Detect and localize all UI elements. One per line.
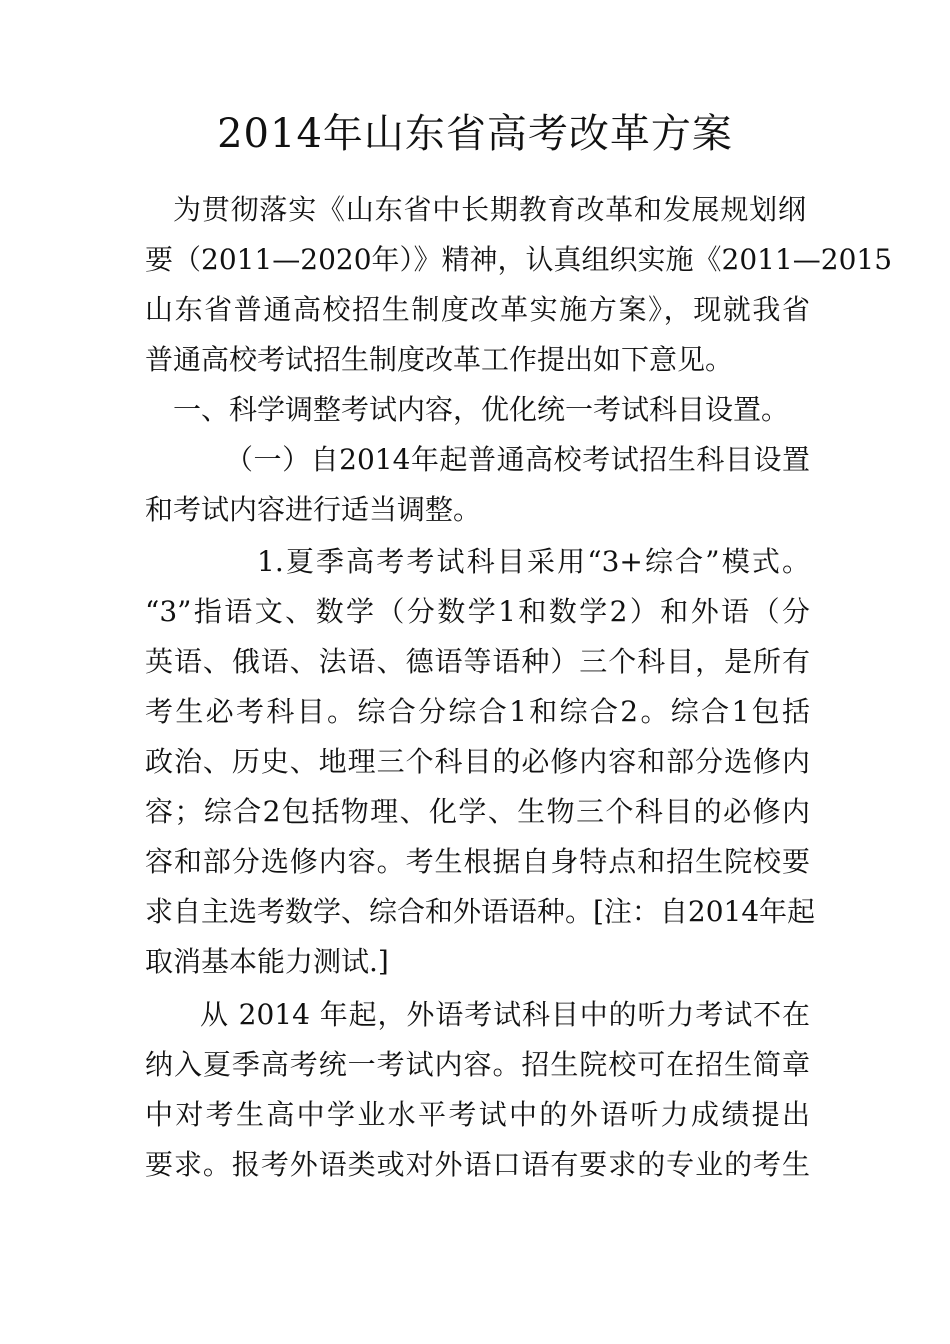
paragraph-line: 政治、历史、地理三个科目的必修内容和部分选修内 bbox=[145, 745, 810, 778]
paragraph-line: 普通高校考试招生制度改革工作提出如下意见。 bbox=[145, 343, 734, 376]
paragraph-line: 求自主选考数学、综合和外语语种。[注：自2014年起 bbox=[145, 895, 816, 928]
paragraph-line: 1.夏季高考考试科目采用“3+综合”模式。 bbox=[257, 545, 810, 578]
paragraph-line: 纳入夏季高考统一考试内容。招生院校可在招生简章 bbox=[145, 1048, 810, 1081]
paragraph-line: 为贯彻落实《山东省中长期教育改革和发展规划纲 bbox=[173, 193, 806, 226]
paragraph-line: 和考试内容进行适当调整。 bbox=[145, 493, 482, 526]
paragraph-line: 山东省普通高校招生制度改革实施方案》，现就我省 bbox=[145, 293, 810, 326]
paragraph-line: 英语、俄语、法语、德语等语种）三个科目，是所有 bbox=[145, 645, 810, 678]
paragraph-line: 中对考生高中学业水平考试中的外语听力成绩提出 bbox=[145, 1098, 810, 1131]
paragraph-line: 考生必考科目。综合分综合1和综合2。综合1包括 bbox=[145, 695, 810, 728]
paragraph-line: 要求。报考外语类或对外语口语有要求的专业的考生 bbox=[145, 1148, 810, 1181]
section-heading: 一、科学调整考试内容，优化统一考试科目设置。 bbox=[173, 393, 790, 426]
paragraph-line: “3”指语文、数学（分数学1和数学2）和外语（分 bbox=[145, 595, 810, 628]
subsection-heading: （一）自2014年起普通高校考试招生科目设置 bbox=[225, 443, 810, 476]
paragraph-line: 取消基本能力测试.] bbox=[145, 945, 389, 978]
paragraph-line: 要（2011—2020年）》精神，认真组织实施《2011—2015 bbox=[145, 243, 893, 276]
paragraph-line: 容和部分选修内容。考生根据自身特点和招生院校要 bbox=[145, 845, 810, 878]
paragraph-line: 容；综合2包括物理、化学、生物三个科目的必修内 bbox=[145, 795, 810, 828]
paragraph-line: 从 2014 年起，外语考试科目中的听力考试不在 bbox=[200, 998, 810, 1031]
document-title: 2014年山东省高考改革方案 bbox=[217, 111, 733, 157]
